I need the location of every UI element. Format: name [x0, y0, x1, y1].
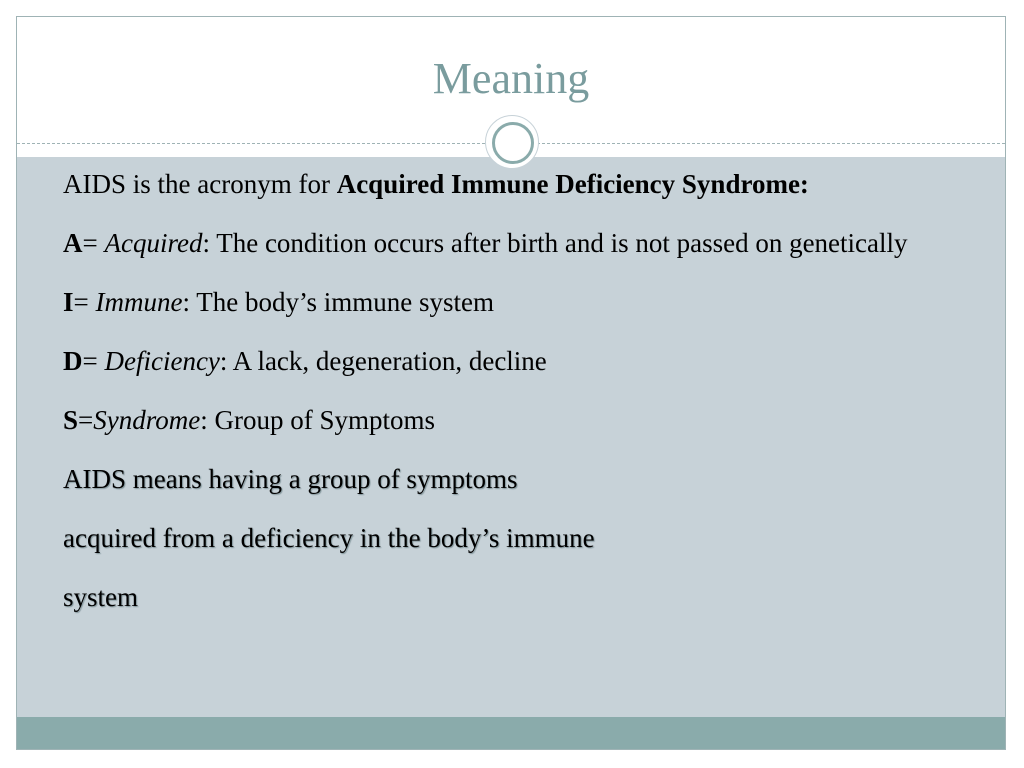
definition-eq: = — [73, 287, 96, 317]
definition-deficiency — [63, 336, 963, 386]
definition-term: Deficiency — [104, 346, 220, 376]
slide — [16, 16, 1006, 750]
intro-paragraph — [63, 159, 963, 209]
definition-letter: S — [63, 405, 79, 435]
definition-letter: I — [63, 287, 74, 317]
definition-acquired — [63, 218, 963, 268]
definition-letter: A — [63, 228, 83, 258]
definition-desc: : The body’s immune system — [182, 287, 494, 317]
definition-term: Immune — [95, 287, 183, 317]
summary-line: AIDS means having a group of symptoms — [63, 464, 518, 494]
intro-bold: Acquired Immune Deficiency Syndrome: — [336, 169, 809, 199]
definition-eq: = — [78, 405, 94, 435]
definition-term: Syndrome — [93, 405, 201, 435]
slide-body — [63, 159, 963, 631]
ring-icon — [492, 122, 534, 164]
definition-eq: = — [82, 228, 105, 258]
summary-line: acquired from a deficiency in the body’s immune — [63, 523, 595, 553]
definition-immune — [63, 277, 963, 327]
definition-eq: = — [82, 346, 105, 376]
definition-desc: : The condition occurs after birth and is not passed on genetically — [202, 228, 908, 258]
definition-desc: : Group of Symptoms — [200, 405, 436, 435]
slide-title: Meaning — [432, 54, 590, 103]
footer-band — [17, 717, 1005, 750]
intro-text: AIDS is the acronym for — [63, 169, 337, 199]
definition-letter: D — [63, 346, 83, 376]
summary-line: system — [63, 582, 139, 612]
definition-term: Acquired — [104, 228, 203, 258]
definition-desc: : A lack, degeneration, decline — [219, 346, 547, 376]
definition-syndrome — [63, 395, 963, 445]
